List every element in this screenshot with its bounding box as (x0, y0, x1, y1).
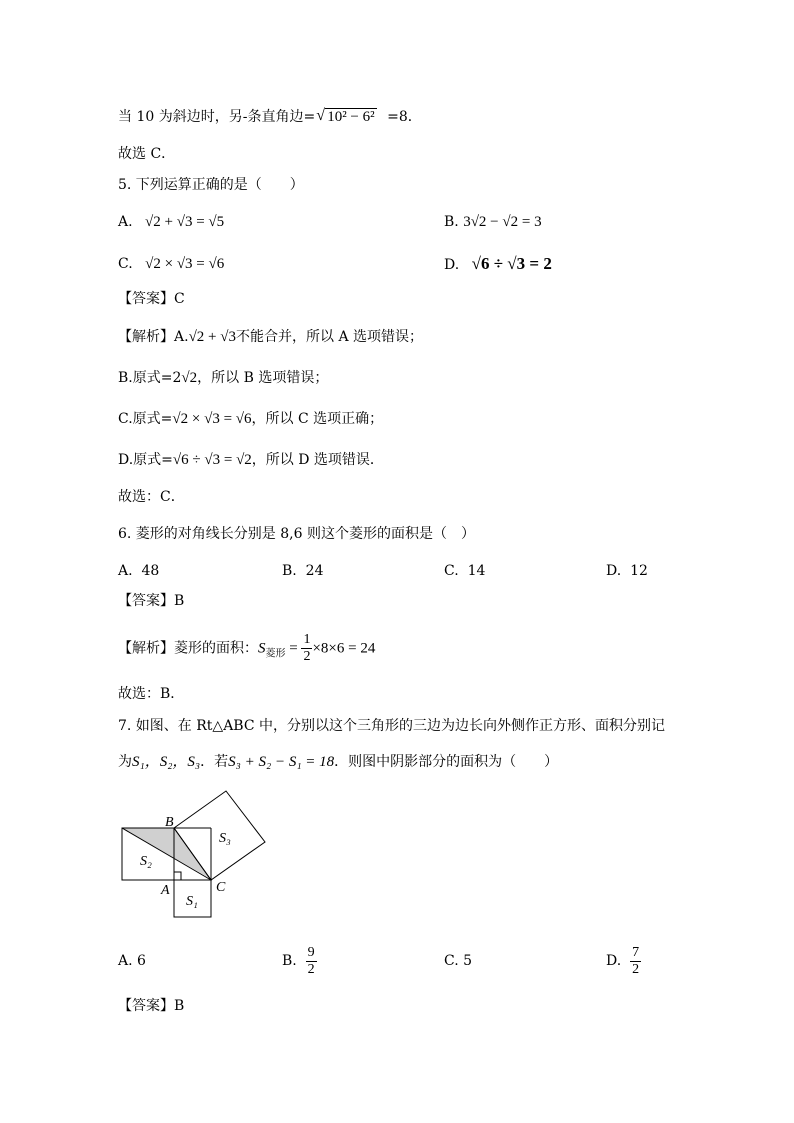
q5-stem: 5. 下列运算正确的是（ ） (118, 177, 304, 193)
q4-result-line (118, 107, 422, 127)
q6-option-d: D. 12 (606, 563, 648, 579)
q7-option-b-fraction: $\frac{9}{2}$ (307, 944, 315, 977)
q6-answer: 【答案】B (118, 593, 185, 609)
q6-stem: 6. 菱形的对角线长分别是 8,6 则这个菱形的面积是（ ） (118, 526, 475, 542)
label-s3: S₃ (219, 831, 231, 846)
q5-analysis-a: 【解析】A.√2 + √3不能合并，所以 A 选项错误； (118, 329, 424, 345)
q5-option-b: B. 3√2 − √2 = 3 (444, 214, 542, 230)
q7-option-a: A. 6 (118, 953, 146, 969)
q7-option-d-fraction: $\frac{7}{2}$ (632, 944, 640, 977)
q5-analysis-b: B.原式=2√2，所以 B 选项错误； (118, 370, 329, 386)
q5-option-a: A. √2 + √3 = √5 (118, 214, 225, 230)
q6-choice: 故选：B． (118, 686, 185, 702)
q6-option-a: A. 48 (118, 563, 160, 579)
q7-option-b: B. $\frac{9}{2}$ (282, 944, 315, 977)
q5-option-c: C. √2 × √3 = √6 (118, 256, 225, 272)
q4-text-before: 当 10 为斜边时，另-条直角边= (118, 109, 316, 125)
q7-figure (110, 783, 275, 928)
label-a: A (161, 883, 170, 898)
q6-analysis: 【解析】菱形的面积：$S_{菱形}$ = $\frac{1}{2}$ ×8×6 = 24 (118, 632, 376, 664)
q7-answer: 【答案】B (118, 998, 185, 1014)
q5-analysis-c: C.原式=√2 × √3 = √6，所以 C 选项正确； (118, 411, 384, 427)
right-angle-mark (174, 872, 181, 880)
q6-option-b: B. 24 (282, 563, 324, 579)
q6-option-c: C. 14 (444, 563, 486, 579)
q7-option-d: D. $\frac{7}{2}$ (606, 944, 640, 977)
q4-choice: 故选 C． (118, 146, 176, 162)
q7-option-c: C. 5 (444, 953, 473, 969)
q5-analysis-d: D.原式=√6 ÷ √3 = √2，所以 D 选项错误． (118, 452, 384, 468)
q4-text-after: =8． (387, 109, 422, 125)
label-b: B (165, 815, 174, 830)
q7-stem-line1: 7. 如图、在 Rt△ABC 中，分别以这个三角形的三边为边长向外侧作正方形、面积分别记 (118, 718, 666, 734)
label-s1: S₁ (186, 894, 198, 909)
q5-option-d: D. √6 ÷ √3 = 2 (444, 254, 552, 273)
q5-choice: 故选：C． (118, 489, 185, 505)
label-c: C (216, 880, 226, 895)
q7-stem-line2: 为S₁，S₂，S₃．若S₃ + S₂ − S₁ = 18．则图中阴影部分的面积为（ ） (118, 754, 559, 770)
label-s2: S₂ (140, 854, 152, 869)
q5-answer: 【答案】C (118, 291, 185, 307)
q4-sqrt-expression: √ 10² − 6² (316, 107, 375, 125)
q6-fraction: $\frac{1}{2}$ (303, 632, 311, 664)
